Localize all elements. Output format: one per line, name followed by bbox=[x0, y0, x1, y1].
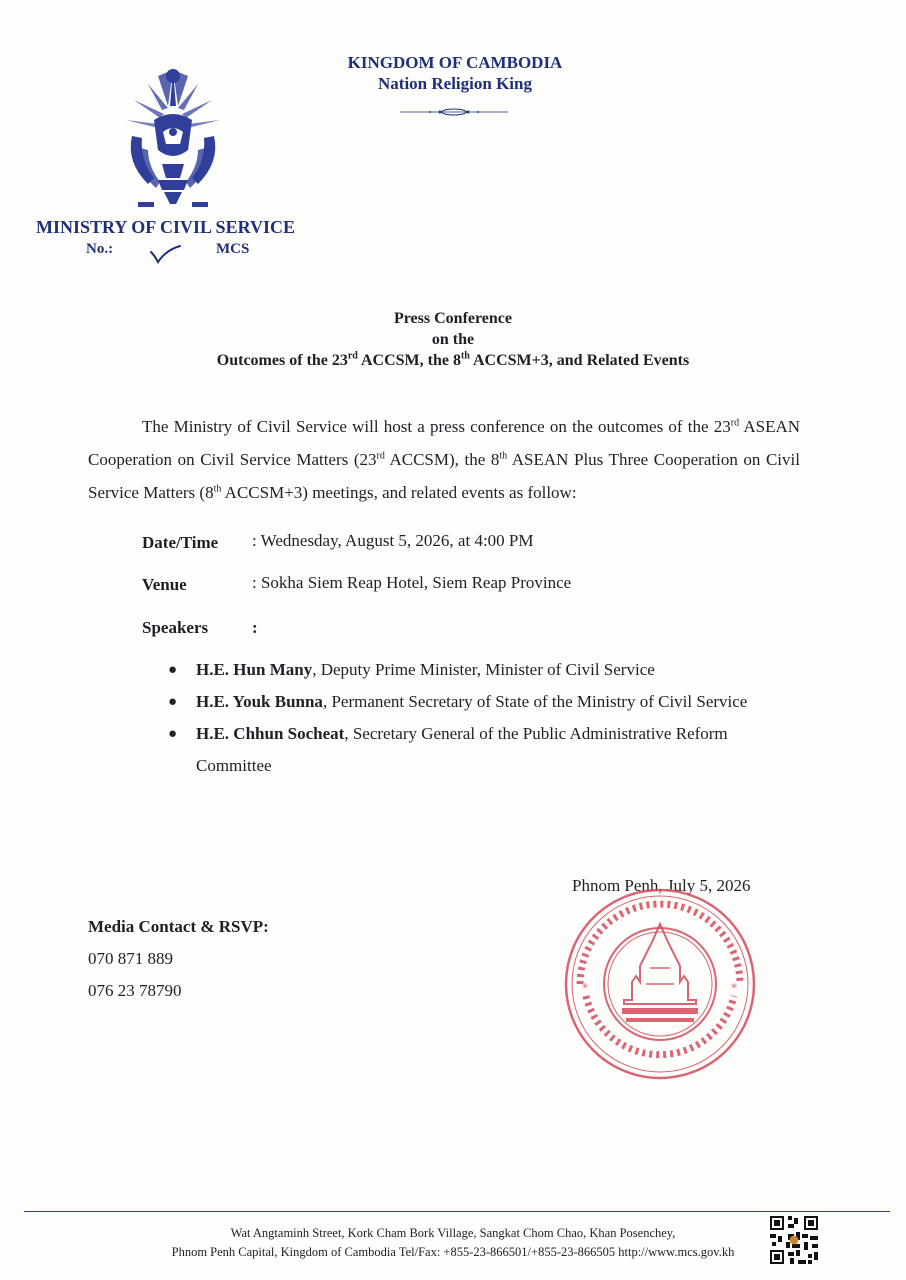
date-label: Date/Time bbox=[142, 533, 219, 552]
list-item bbox=[168, 718, 808, 782]
media-contact-heading: Media Contact & RSVP: bbox=[88, 917, 269, 936]
ministry-name: MINISTRY OF CIVIL SERVICE bbox=[36, 217, 295, 237]
official-seal-stamp-icon bbox=[560, 884, 760, 1084]
qr-code-icon bbox=[768, 1214, 820, 1266]
national-motto: Nation Religion King bbox=[378, 74, 532, 93]
announcement-paragraph: The Ministry of Civil Service will host a press conference on the outcomes of the 23rd ASEAN Cooperation on Civil Service Matters (23rd ACCSM), the 8th ASEAN Plus Three Cooperation on Civil Service Matters (8th ACCSM+3) meetings, and related events as follow: bbox=[88, 417, 801, 502]
speaker-name: H.E. Chhun Socheat bbox=[196, 724, 345, 743]
svg-text:*: * bbox=[731, 981, 737, 995]
letterhead-country bbox=[330, 52, 580, 94]
speaker-role: , Deputy Prime Minister, Minister of Civil Service bbox=[312, 660, 655, 679]
speakers-list bbox=[168, 654, 808, 782]
speaker-name: H.E. Youk Bunna bbox=[196, 692, 323, 711]
speakers-colon: : bbox=[252, 618, 258, 637]
ministry-emblem-icon bbox=[118, 66, 228, 216]
country-name: KINGDOM OF CAMBODIA bbox=[347, 53, 563, 72]
list-item bbox=[168, 654, 808, 686]
bullet-icon: ● bbox=[168, 694, 178, 710]
reference-suffix: MCS bbox=[216, 241, 250, 257]
contact-phone-1: 070 871 889 bbox=[88, 949, 173, 968]
speaker-role: , Permanent Secretary of State of the Ministry of Civil Service bbox=[322, 692, 748, 711]
footer-divider bbox=[24, 1211, 890, 1212]
document-title-line2: on the bbox=[431, 331, 475, 348]
bullet-icon: ● bbox=[168, 726, 178, 742]
list-item bbox=[168, 686, 808, 718]
contact-phone-2: 076 23 78790 bbox=[88, 981, 182, 1000]
venue-label: Venue bbox=[142, 575, 187, 594]
reference-label: No.: bbox=[86, 241, 114, 257]
bullet-icon: ● bbox=[168, 662, 178, 678]
footer-address-line1: Wat Angtaminh Street, Kork Cham Bork Village, Sangkat Chom Chao, Khan Posenchey, bbox=[230, 1226, 676, 1240]
venue-value: : Sokha Siem Reap Hotel, Siem Reap Province bbox=[252, 573, 572, 592]
document-title-line3: Outcomes of the 23rd ACCSM, the 8th ACCSM+3, and Related Events bbox=[216, 350, 690, 369]
place-and-date: Phnom Penh, July 5, 2026 bbox=[572, 876, 751, 895]
speaker-name: H.E. Hun Many bbox=[196, 660, 313, 679]
date-value: : Wednesday, August 5, 2026, at 4:00 PM bbox=[252, 531, 534, 550]
checkmark-icon bbox=[148, 244, 182, 264]
footer-address-line2: Phnom Penh Capital, Kingdom of Cambodia Tel/Fax: +855-23-866501/+855-23-866505 http://www.mcs.gov.kh bbox=[171, 1245, 735, 1259]
svg-text:*: * bbox=[582, 981, 588, 995]
speaker-role: , Secretary General of the Public Administrative Reform Committee bbox=[196, 724, 728, 775]
speakers-label: Speakers bbox=[142, 618, 209, 637]
document-title-line1: Press Conference bbox=[393, 310, 513, 327]
ornament-divider-icon bbox=[400, 107, 508, 117]
